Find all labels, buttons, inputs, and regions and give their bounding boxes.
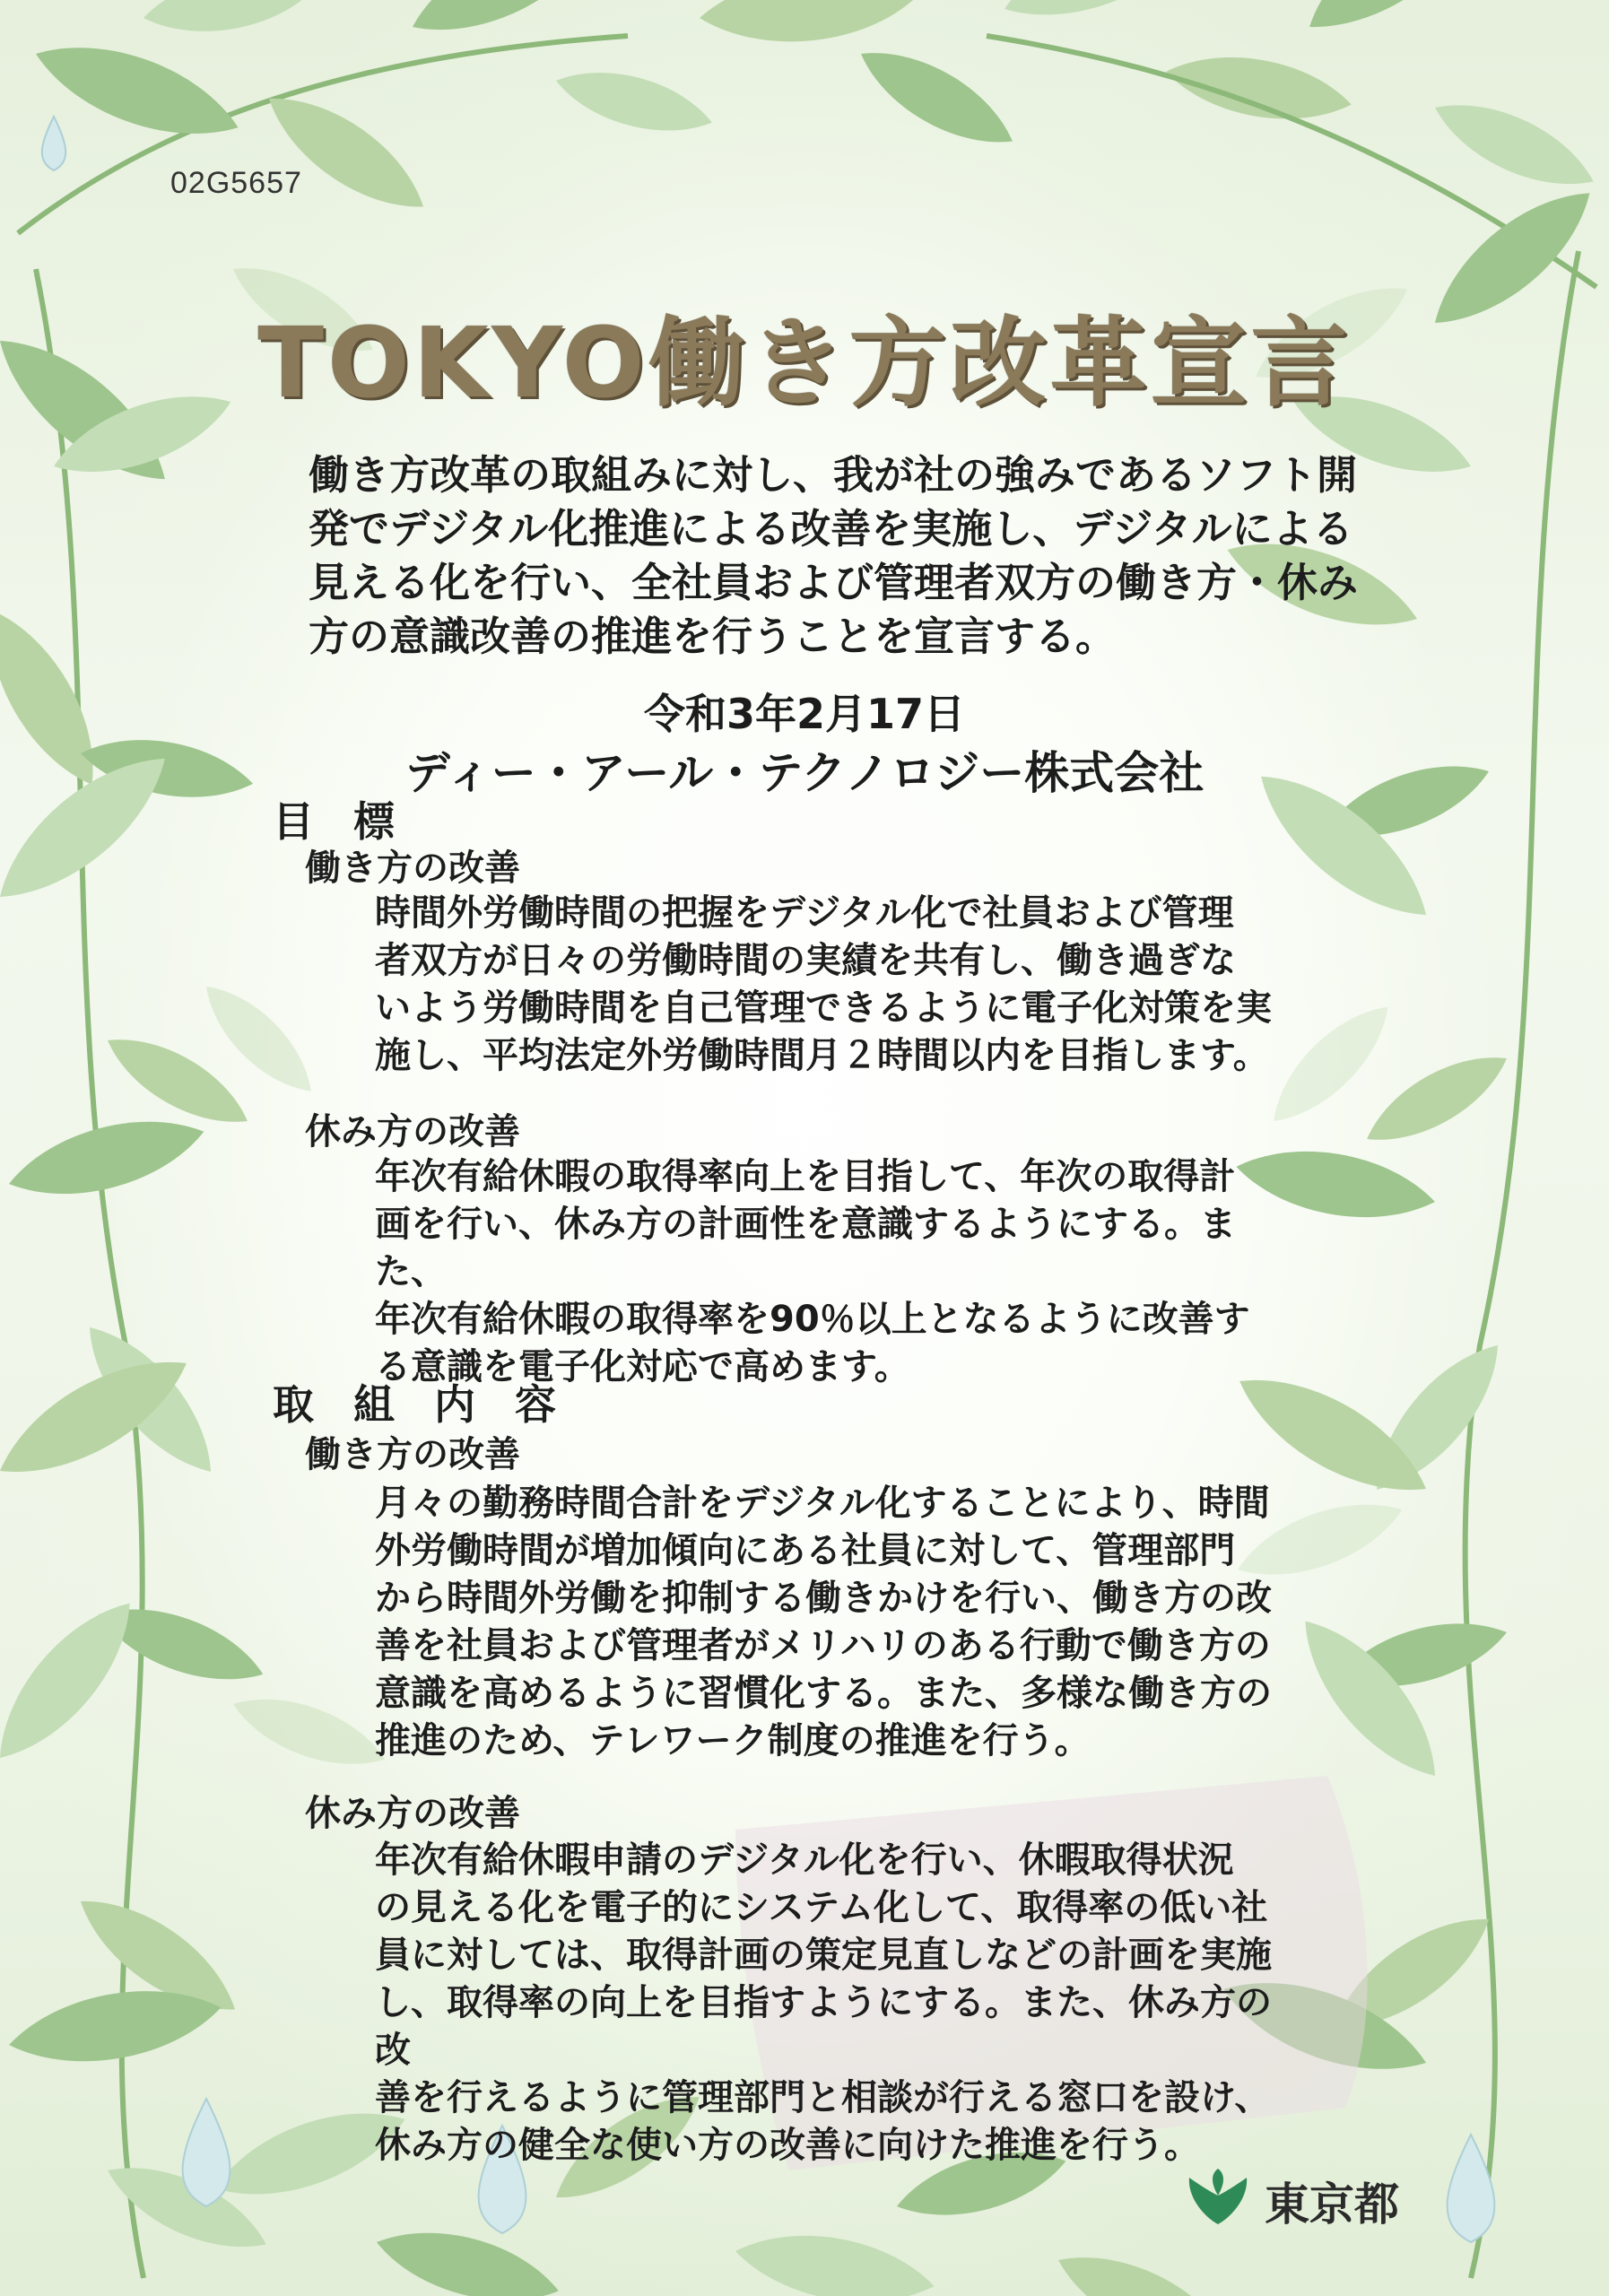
- company-name: ディー・アール・テクノロジー株式会社: [404, 747, 1205, 799]
- actions-heading: 取 組 内 容: [273, 1380, 570, 1429]
- goals-work-heading: 働き方の改善: [305, 848, 520, 889]
- declaration-title: TOKYO働き方改革宣言: [257, 308, 1352, 420]
- actions-rest-text: 年次有給休暇申請のデジタル化を行い、休暇取得状況 の見える化を電子的にシステム化して、取得率の低い社 員に対しては、取得計画の策定見直しなどの計画を実施 し、取得率の向上を目指すようにする。また、休み方の改 善を行えるように管理部門と相談が行える窓口を設け、 休み方の健全な使い方の改善に向けた推進を行う。: [375, 1839, 1272, 2166]
- document-code: 02G5657: [170, 166, 302, 200]
- actions-rest-heading: 休み方の改善: [305, 1793, 520, 1834]
- tokyo-metropolitan-logo: [1184, 2161, 1417, 2233]
- declaration-date: 令和3年2月17日: [643, 690, 966, 738]
- tokyo-ginkgo-icon: [1184, 2165, 1252, 2228]
- actions-work-heading: 働き方の改善: [305, 1434, 520, 1475]
- actions-work-text: 月々の勤務時間合計をデジタル化することにより、時間 外労働時間が増加傾向にある社員に対して、管理部門 から時間外労働を抑制する働きかけを行い、働き方の改 善を社員および管理者がメリハリのある行動で働き方の 意識を高めるように習慣化する。また、多様な働き方の 推進のため、テレワーク制度の推進を行う。: [375, 1483, 1272, 1761]
- goals-rest-text: 年次有給休暇の取得率向上を目指して、年次の取得計 画を行い、休み方の計画性を意識するようにする。また、 年次有給休暇の取得率を90％以上となるように改善す る意識を電子化対応で高めます。: [375, 1156, 1250, 1387]
- issuer-name: 東京都: [1265, 2179, 1399, 2231]
- goals-rest-heading: 休み方の改善: [305, 1111, 520, 1152]
- goals-work-text: 時間外労働時間の把握をデジタル化で社員および管理 者双方が日々の労働時間の実績を共有し、働き過ぎな いよう労働時間を自己管理できるように電子化対策を実 施し、平均法定外労働時間月２時間以内を目指します。: [375, 892, 1272, 1076]
- declaration-intro: 働き方改革の取組みに対し、我が社の強みであるソフト開発でデジタル化推進による改善を実施し、デジタルによる見える化を行い、全社員および管理者双方の働き方・休み方の意識改善の推進を行うことを宣言する。: [309, 451, 1359, 660]
- goals-heading: 目 標: [273, 797, 408, 846]
